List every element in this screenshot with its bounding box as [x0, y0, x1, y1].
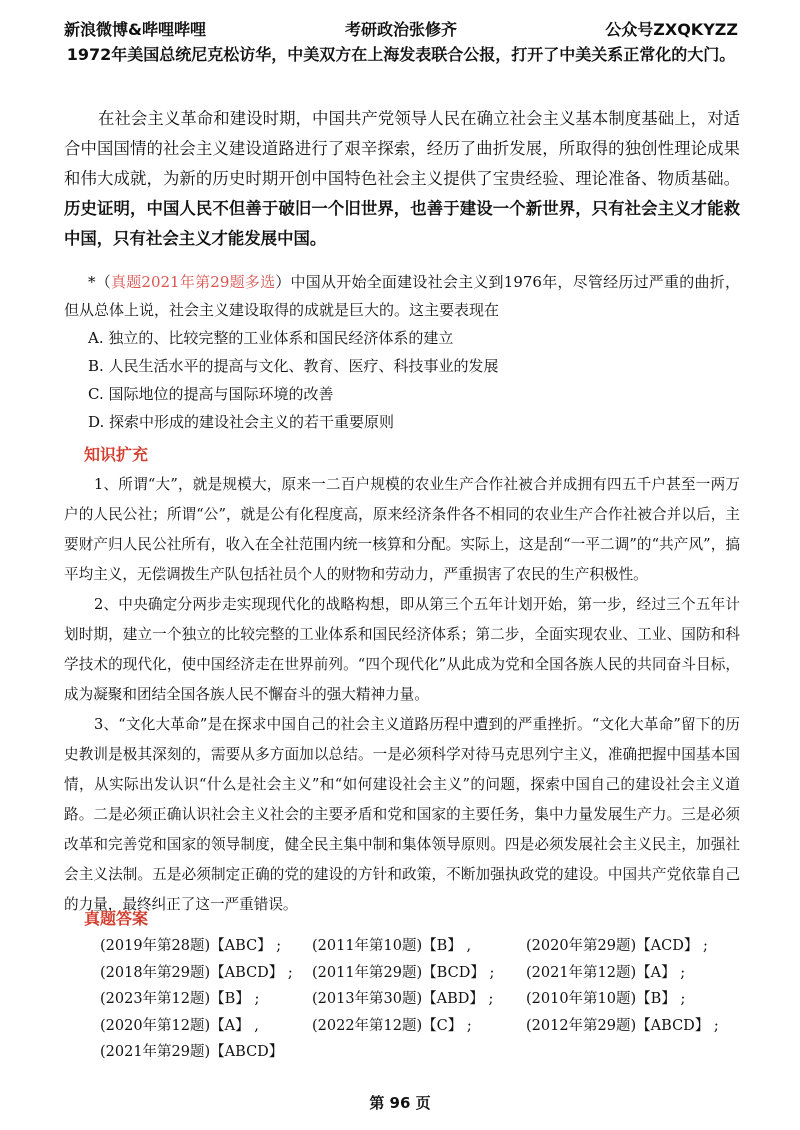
option-b: B. 人民生活水平的提高与文化、教育、医疗、科技事业的发展 — [88, 357, 499, 375]
answer-label: (2020年第12题) — [100, 1017, 211, 1034]
option-c: C. 国际地位的提高与国际环境的改善 — [88, 385, 334, 403]
answer-label: (2020年第29题) — [526, 938, 637, 954]
question-suffix: ） — [275, 273, 291, 291]
answer-value: 【BCD】 — [422, 964, 485, 981]
question-prefix: *（ — [88, 273, 111, 291]
answer-label: (2021年第12题) — [526, 964, 637, 981]
knowledge-item-2: 2、中央确定分两步走实现现代化的战略构想，即从第三个五年计划开始，第一步，经过三个五年计划时期，建立一个独立的比较完整的工业体系和国民经济体系；第二步，全面实现农业、工业、国防和科学技术的现代化，使中国经济走在世界前列。“四个现代化”从此成为党和全国各族人民的共同奋斗目标，成为凝聚和团结全国各族人民不懈奋斗的强大精神力量。 — [64, 596, 740, 703]
answer-cell — [526, 986, 786, 1013]
summary-text: 在社会主义革命和建设时期，中国共产党领导人民在确立社会主义基本制度基础上，对适合中国国情的社会主义建设道路进行了艰辛探索，经历了曲折发展，所取得的独创性理论成果和伟大成就，为新的历史时期开创中国特色社会主义提供了宝贵经验、理论准备、物质基础。 — [64, 109, 740, 188]
option-a: A. 独立的、比较完整的工业体系和国民经济体系的建立 — [88, 329, 454, 347]
answer-label: (2023年第12题) — [100, 991, 211, 1008]
answer-cell — [526, 1013, 786, 1040]
answer-separator: ; — [287, 964, 293, 981]
answers-row — [100, 960, 760, 987]
answer-label: (2021年第29题) — [100, 1044, 211, 1061]
summary-paragraph — [64, 104, 740, 254]
answer-value: 【ABCD】 — [210, 1044, 284, 1061]
knowledge-section — [64, 470, 740, 920]
answer-value: 【B】 — [422, 938, 462, 954]
answer-cell — [312, 1013, 526, 1040]
answer-label: (2013年第30题) — [312, 991, 423, 1008]
header-right: 公众号ZXQKYZZ — [605, 19, 738, 39]
answer-value: 【C】 — [422, 1017, 463, 1034]
answer-cell — [526, 933, 786, 960]
answer-separator: , — [466, 938, 472, 954]
knowledge-item-1: 1、所谓“大”，就是规模大，原来一二百户规模的农业生产合作社被合并成拥有四五千户甚至一两万户的人民公社；所谓“公”，就是公有化程度高，原来经济条件各不相同的农业生产合作社被合并以后，主要财产归人民公社所有，收入在全社范围内统一核算和分配。实际上，这是刮“一平二调”的“共产风”，搞平均主义，无偿调拨生产队包括社员个人的财物和劳动力，严重损害了农民的生产积极性。 — [64, 476, 740, 583]
answer-separator: ; — [680, 991, 686, 1008]
answer-separator: ; — [489, 964, 495, 981]
answer-label: (2022年第12题) — [312, 1017, 423, 1034]
answer-label: (2012年第29题) — [526, 1017, 637, 1034]
answer-separator: ; — [488, 991, 494, 1008]
answer-value: 【A】 — [210, 1017, 250, 1034]
answer-cell — [100, 986, 312, 1013]
answer-cell — [312, 933, 526, 960]
page-number: 第 96 页 — [369, 1094, 431, 1112]
answer-cell — [100, 933, 312, 960]
answer-separator: ; — [466, 1017, 472, 1034]
exam-question — [64, 268, 740, 436]
option-d: D. 探索中形成的建设社会主义的若干重要原则 — [88, 413, 395, 431]
question-stem — [64, 268, 740, 324]
answer-cell — [100, 1013, 312, 1040]
answer-value: 【ABC】 — [210, 938, 272, 954]
answer-separator: ; — [713, 1017, 719, 1034]
answer-value: 【B】 — [210, 991, 250, 1008]
answers-table — [100, 933, 760, 1066]
answer-cell — [312, 986, 526, 1013]
summary-bold-text: 历史证明，中国人民不但善于破旧一个旧世界，也善于建设一个新世界，只有社会主义才能救中国，只有社会主义才能发展中国。 — [64, 199, 740, 248]
knowledge-title: 知识扩充 — [84, 445, 149, 464]
answer-value: 【ABCD】 — [210, 964, 284, 981]
answers-row — [100, 986, 760, 1013]
knowledge-item-3: 3、“文化大革命”是在探求中国自己的社会主义道路历程中遭到的严重挫折。“文化大革命”留下的历史教训是极其深刻的，需要从多方面加以总结。一是必须科学对待马克思列宁主义，准确把握中国基本国情，从实际出发认识“什么是社会主义”和“如何建设社会主义”的问题，探索中国自己的建设社会主义道路。二是必须正确认识社会主义社会的主要矛盾和党和国家的主要任务，集中力量发展生产力。三是必须改革和完善党和国家的领导制度，健全民主集中制和集体领导原则。四是必须发展社会主义民主，加强社会主义法制。五是必须制定正确的党的建设的方针和政策，不断加强执政党的建设。中国共产党依靠自己的力量，最终纠正了这一严重错误。 — [64, 716, 740, 913]
page-header — [64, 16, 738, 40]
answer-value: 【ABD】 — [422, 991, 484, 1008]
answer-separator: ; — [254, 991, 260, 1008]
answers-title: 真题答案 — [84, 909, 149, 928]
header-left: 新浪微博&哔哩哔哩 — [64, 19, 206, 39]
answer-separator: ; — [680, 964, 686, 981]
answer-label: (2018年第29题) — [100, 964, 211, 981]
answer-cell — [100, 960, 312, 987]
answer-label: (2011年第29题) — [312, 964, 423, 981]
header-center: 考研政治张修齐 — [344, 19, 457, 39]
answer-value: 【A】 — [636, 964, 676, 981]
answers-row — [100, 1039, 760, 1066]
answers-row — [100, 1013, 760, 1040]
answer-label: (2010年第10题) — [526, 991, 637, 1008]
answer-value: 【ACD】 — [636, 938, 699, 954]
answer-cell — [526, 960, 786, 987]
answer-value: 【B】 — [636, 991, 676, 1008]
answer-separator: ; — [702, 938, 708, 954]
lead-sentence: 1972年美国总统尼克松访华，中美双方在上海发表联合公报，打开了中美关系正常化的大门。 — [66, 45, 736, 64]
question-tag: 真题2021年第29题多选 — [110, 273, 276, 291]
answer-cell — [312, 960, 526, 987]
answer-cell — [100, 1039, 312, 1066]
answer-separator: , — [254, 1017, 259, 1034]
answer-separator: ; — [276, 938, 282, 954]
answers-row — [100, 933, 760, 960]
answer-label: (2019年第28题) — [100, 938, 211, 954]
question-stem-text: 中国从开始全面建设社会主义到1976年，尽管经历过严重的曲折，但从总体上说，社会主义建设取得的成就是巨大的。这主要表现在 — [64, 273, 740, 319]
answer-label: (2011年第10题) — [312, 938, 423, 954]
answer-value: 【ABCD】 — [636, 1017, 710, 1034]
